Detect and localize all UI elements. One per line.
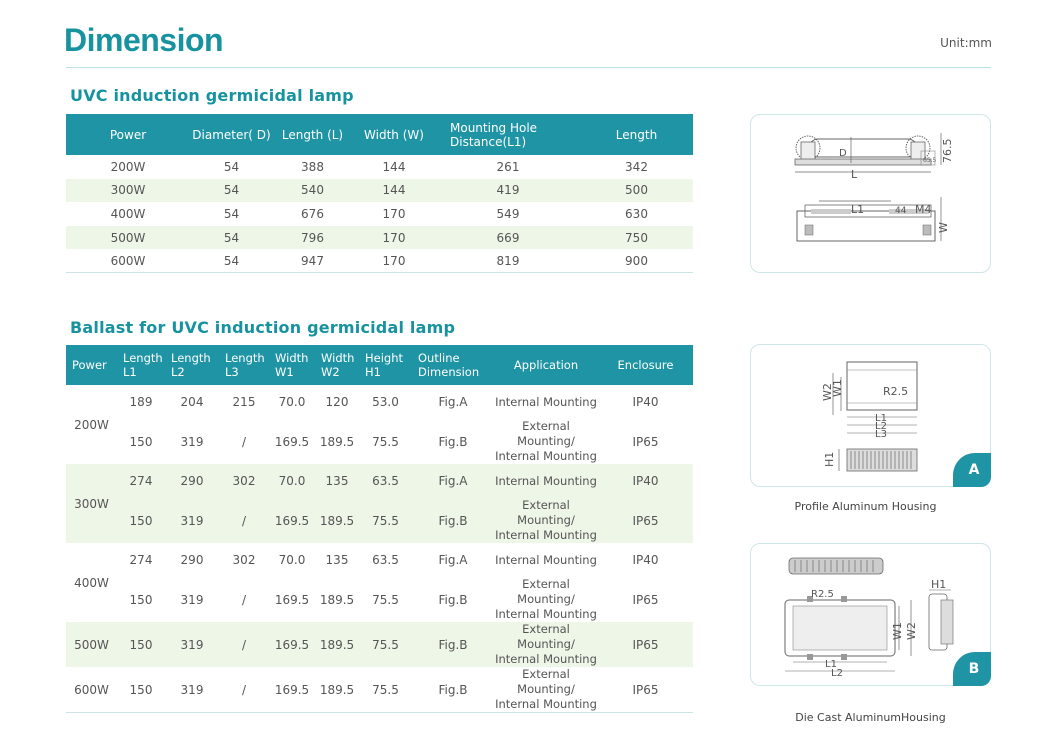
- ballast-table-cell: 319: [180, 434, 204, 449]
- lamp-table-cell: 549: [496, 206, 520, 221]
- lamp-header-power: Power: [66, 114, 190, 155]
- lamp-table-cell: 54: [190, 179, 273, 203]
- ballast-header-application: Application: [494, 345, 598, 385]
- lamp-label-screw: M4: [915, 203, 932, 216]
- lamp-header-length: Length (L): [273, 114, 352, 155]
- lamp-section-title: UVC induction germicidal lamp: [70, 86, 354, 105]
- lamp-table-row: [66, 179, 693, 203]
- lamp-table-cell: 419: [436, 179, 580, 203]
- unit-label: Unit:mm: [940, 36, 992, 50]
- ballast-table-cell: 189.5: [315, 498, 359, 543]
- ballast-table-cell: 135: [325, 553, 349, 567]
- ballast-header-l2: Length L2: [165, 345, 219, 385]
- ballast-table-cell: IP65: [598, 667, 693, 713]
- ballast-table-cell: 75.5: [372, 592, 399, 607]
- lamp-table-row: [66, 155, 693, 179]
- fig-b-label-l1: L1: [825, 659, 837, 670]
- lamp-table-row: [66, 249, 693, 273]
- ballast-table-cell: 290: [180, 553, 204, 567]
- ballast-table-cell: 150: [129, 434, 153, 449]
- lamp-table-cell: 796: [273, 226, 352, 250]
- ballast-header-power: Power: [66, 345, 117, 385]
- lamp-label-width: W: [937, 222, 950, 233]
- ballast-table-cell: 75.5: [359, 622, 412, 667]
- ballast-table-cell: 63.5: [359, 464, 412, 498]
- fig-a-label-w1: W1: [831, 379, 844, 397]
- lamp-drawing: [751, 115, 992, 274]
- ballast-table-cell: IP40: [598, 464, 693, 498]
- ballast-table-row: [66, 464, 693, 498]
- lamp-table-cell: 54: [190, 226, 273, 250]
- ballast-table-cell: 204: [180, 395, 204, 409]
- ballast-table-cell: 189.5: [319, 592, 355, 607]
- ballast-table-cell: 169.5: [274, 592, 310, 607]
- fig-a-caption: Profile Aluminum Housing: [794, 500, 937, 513]
- ballast-table-cell: IP65: [598, 498, 693, 543]
- lamp-label-length: L: [851, 168, 858, 181]
- lamp-table-body: [66, 155, 693, 273]
- ballast-dimension-table: [66, 345, 693, 713]
- fig-b-panel: [750, 543, 991, 686]
- ballast-table-row: [66, 667, 693, 713]
- lamp-table-cell: 170: [352, 226, 436, 250]
- ballast-table-cell: 290: [165, 464, 219, 498]
- lamp-table-cell: 400W: [110, 206, 146, 221]
- ballast-header-enclosure: Enclosure: [598, 345, 693, 385]
- ballast-table-cell: Fig.A: [412, 464, 494, 498]
- fig-a-badge: A: [953, 453, 991, 487]
- ballast-table-cell: 75.5: [372, 434, 399, 449]
- lamp-table-cell: 54: [223, 206, 240, 221]
- ballast-application-cell: External Mounting/ Internal Mounting: [495, 419, 597, 463]
- ballast-table-cell: 75.5: [359, 498, 412, 543]
- fig-a-label-radius: R2.5: [883, 385, 909, 398]
- fig-b-label-w2: W2: [905, 622, 918, 640]
- lamp-table-cell: 170: [382, 206, 406, 221]
- lamp-header-diameter: Diameter( D): [190, 114, 273, 155]
- lamp-table-cell: 261: [496, 159, 520, 174]
- fig-a-panel: [750, 344, 991, 487]
- ballast-table-cell: IP40: [632, 395, 659, 409]
- ballast-table-cell: 169.5: [269, 622, 315, 667]
- lamp-table-cell: 669: [436, 226, 580, 250]
- ballast-application-cell: External Mounting/ Internal Mounting: [495, 577, 597, 621]
- lamp-label-l1: L1: [851, 203, 865, 216]
- ballast-table-cell: 302: [219, 464, 269, 498]
- ballast-table-header: [66, 345, 693, 385]
- lamp-figure-panel: [750, 114, 991, 273]
- ballast-table-row: [66, 498, 693, 543]
- ballast-table-cell: 70.0: [269, 464, 315, 498]
- fig-a-label-w2: W2: [821, 383, 834, 401]
- ballast-table-cell: /: [219, 622, 269, 667]
- ballast-table-cell: 319: [180, 592, 204, 607]
- ballast-table-cell: 150: [117, 498, 165, 543]
- lamp-table-row: [66, 226, 693, 250]
- ballast-table-cell: 63.5: [372, 553, 399, 567]
- ballast-table-cell: /: [241, 434, 247, 449]
- lamp-table-cell: 388: [301, 159, 324, 174]
- ballast-power-cell: 500W: [66, 622, 117, 667]
- ballast-power-cell: 600W: [66, 667, 117, 713]
- lamp-header-length2: Length: [580, 114, 693, 155]
- lamp-table-cell: 819: [436, 249, 580, 273]
- ballast-table-cell: IP65: [632, 592, 659, 607]
- ballast-table-row: [66, 419, 693, 464]
- ballast-table-cell: 169.5: [269, 498, 315, 543]
- lamp-label-height: 76.5: [941, 138, 954, 163]
- ballast-table-cell: Fig.B: [412, 622, 494, 667]
- lamp-table-cell: 500W: [66, 226, 190, 250]
- lamp-table-cell: 540: [273, 179, 352, 203]
- lamp-table-cell: 676: [301, 206, 324, 221]
- lamp-table-cell: 750: [580, 226, 693, 250]
- fig-a-label-h1: H1: [823, 451, 836, 467]
- lamp-table-cell: 300W: [66, 179, 190, 203]
- lamp-table-cell: 947: [273, 249, 352, 273]
- ballast-table-cell: 189.5: [315, 622, 359, 667]
- ballast-table-cell: Fig.B: [412, 667, 494, 713]
- fig-b-label-h1: H1: [931, 578, 947, 591]
- ballast-header-outline: Outline Dimension: [412, 345, 494, 385]
- ballast-application-cell: Internal Mounting: [495, 394, 597, 409]
- ballast-table-cell: /: [241, 592, 247, 607]
- ballast-table-cell: 302: [232, 553, 256, 567]
- fig-b-badge: B: [953, 652, 991, 686]
- ballast-header-l1: Length L1: [117, 345, 165, 385]
- ballast-table-cell: 319: [165, 667, 219, 713]
- lamp-table-cell: 54: [190, 249, 273, 273]
- lamp-table-row: [66, 202, 693, 226]
- ballast-power-cell: 200W: [74, 417, 109, 432]
- ballast-table-cell: /: [219, 667, 269, 713]
- fig-a-label-l1: L1: [875, 413, 887, 424]
- ballast-table-cell: IP40: [632, 553, 659, 567]
- ballast-table-cell: Fig.A: [438, 395, 468, 409]
- ballast-application-cell: External Mounting/ Internal Mounting: [495, 667, 597, 711]
- ballast-table-row: [66, 577, 693, 622]
- lamp-table-cell: 54: [223, 159, 240, 174]
- fig-a-label-l2: L2: [875, 421, 887, 432]
- fig-b-caption: Die Cast AluminumHousing: [795, 711, 946, 724]
- fig-a-label-l3: L3: [875, 429, 887, 440]
- ballast-table-cell: Fig.B: [438, 592, 468, 607]
- ballast-table-cell: 135: [315, 464, 359, 498]
- ballast-table-cell: IP65: [598, 622, 693, 667]
- ballast-table-cell: 70.0: [278, 553, 306, 567]
- ballast-table-row: [66, 385, 693, 419]
- fig-b-label-l2: L2: [831, 668, 843, 679]
- ballast-power-cell: 400W: [74, 575, 109, 590]
- lamp-table-cell: 342: [625, 159, 648, 174]
- ballast-header-l3: Length L3: [219, 345, 269, 385]
- ballast-table-cell: 169.5: [269, 667, 315, 713]
- ballast-table-cell: 189.5: [315, 667, 359, 713]
- page-title: Dimension: [64, 22, 224, 58]
- ballast-table-cell: 319: [165, 622, 219, 667]
- ballast-table-cell: 70.0: [278, 395, 306, 409]
- ballast-application-cell: External Mounting/ Internal Mounting: [495, 622, 597, 666]
- ballast-application-cell: Internal Mounting: [495, 552, 597, 567]
- lamp-table-cell: 600W: [66, 249, 190, 273]
- lamp-table-cell: 500: [580, 179, 693, 203]
- lamp-table-header: [66, 114, 693, 155]
- ballast-power-cell: 300W: [66, 464, 117, 543]
- ballast-header-w2: Width W2: [315, 345, 359, 385]
- lamp-table-cell: 144: [352, 179, 436, 203]
- ballast-table-body: [66, 385, 693, 713]
- lamp-header-width: Width (W): [352, 114, 436, 155]
- lamp-table-cell: 144: [382, 159, 406, 174]
- ballast-table-cell: IP65: [632, 434, 659, 449]
- ballast-table-cell: 150: [117, 622, 165, 667]
- ballast-table-cell: 150: [129, 592, 153, 607]
- ballast-table-cell: 150: [117, 667, 165, 713]
- lamp-table-cell: 900: [580, 249, 693, 273]
- ballast-table-cell: 75.5: [359, 667, 412, 713]
- ballast-section-title: Ballast for UVC induction germicidal lamp: [70, 318, 456, 337]
- ballast-table-cell: 53.0: [372, 395, 399, 409]
- lamp-table-cell: 200W: [110, 159, 146, 174]
- ballast-table-cell: 120: [325, 395, 349, 409]
- title-divider: [66, 67, 991, 68]
- ballast-table-cell: Fig.B: [438, 434, 468, 449]
- ballast-table-cell: Fig.A: [438, 553, 468, 567]
- lamp-table-cell: 170: [352, 249, 436, 273]
- ballast-table-row: [66, 543, 693, 577]
- ballast-table-cell: 189: [129, 395, 153, 409]
- ballast-table-cell: 274: [129, 553, 153, 567]
- ballast-header-w1: Width W1: [269, 345, 315, 385]
- ballast-table-cell: 189.5: [319, 434, 355, 449]
- ballast-table-cell: Fig.B: [412, 498, 494, 543]
- ballast-table-cell: 319: [165, 498, 219, 543]
- lamp-header-mounting: Mounting Hole Distance(L1): [436, 114, 580, 155]
- ballast-application-cell: Internal Mounting: [494, 464, 598, 498]
- fig-b-label-radius: R2.5: [811, 589, 834, 600]
- lamp-label-diameter: D: [839, 148, 847, 159]
- ballast-table-cell: 169.5: [274, 434, 310, 449]
- ballast-table-row: [66, 622, 693, 667]
- lamp-table-cell: 630: [625, 206, 648, 221]
- ballast-table-cell: /: [219, 498, 269, 543]
- ballast-header-h1: Height H1: [359, 345, 412, 385]
- lamp-dimension-table: [66, 114, 693, 273]
- fig-b-label-w1: W1: [891, 622, 904, 640]
- lamp-label-small: 65.5: [923, 157, 937, 164]
- ballast-table-cell: 215: [232, 395, 256, 409]
- ballast-table-cell: 274: [117, 464, 165, 498]
- lamp-label-hole-gap: 44: [895, 206, 907, 216]
- ballast-application-cell: External Mounting/ Internal Mounting: [495, 498, 597, 542]
